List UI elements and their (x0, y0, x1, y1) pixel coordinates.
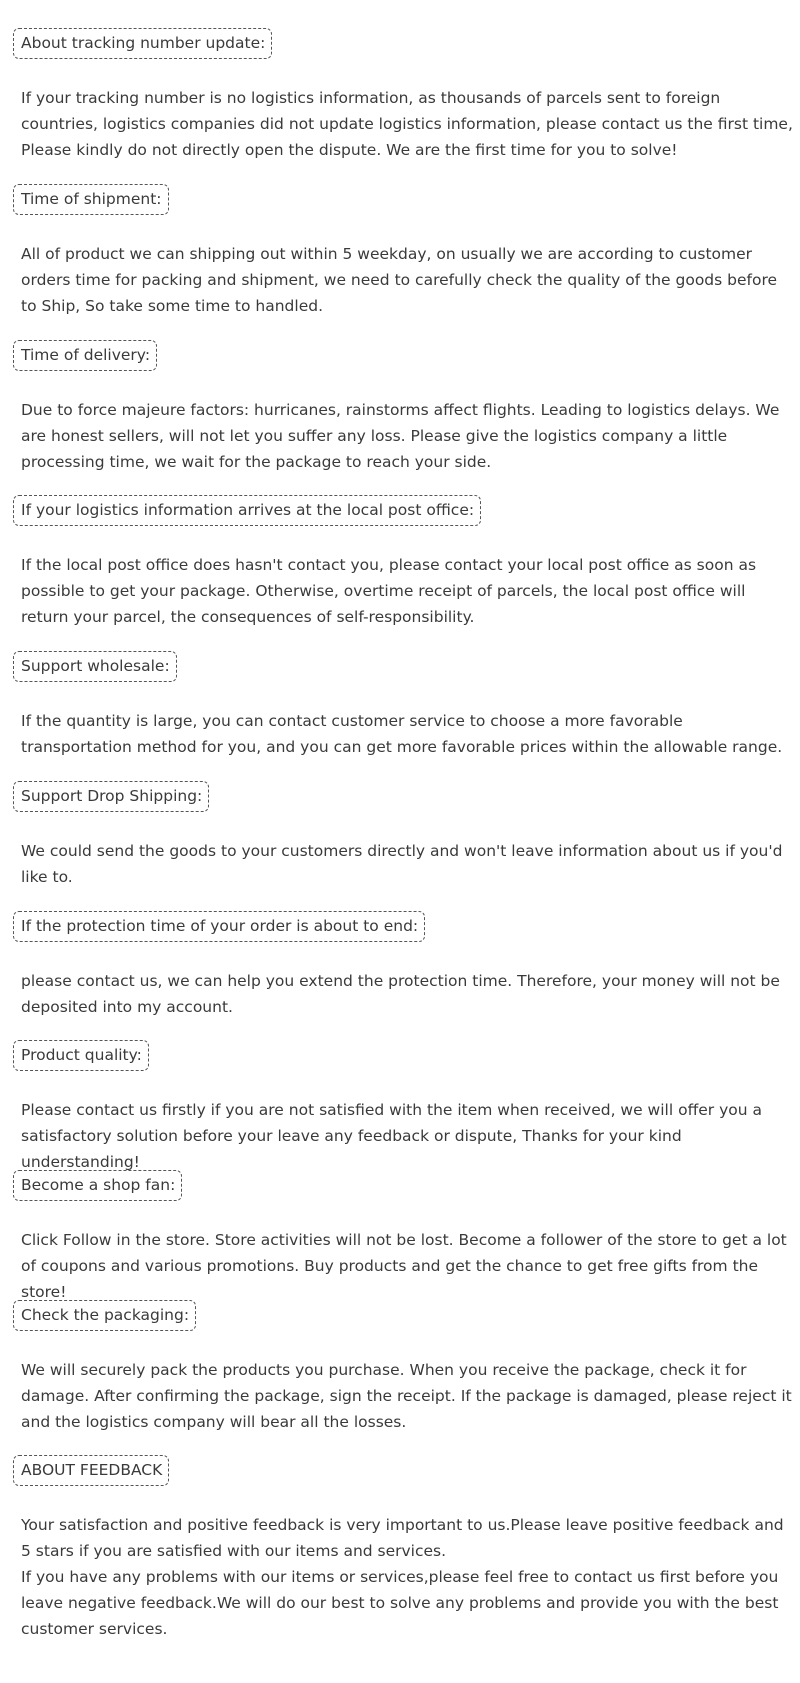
body-paragraph: If you have any problems with our items or services,please feel free to contact us first before you leave negative feedback.We will do our best to solve any problems and provide you with the best customer services. (21, 1568, 779, 1638)
section-heading: Time of shipment: (13, 184, 169, 215)
section-body (21, 708, 793, 760)
body-paragraph: We could send the goods to your customers directly and won't leave information about us if you'd like to. (21, 842, 783, 886)
section-heading: If the protection time of your order is about to end: (13, 911, 425, 942)
body-paragraph: If the local post office does hasn't contact you, please contact your local post office as soon as possible to get your package. Otherwise, overtime receipt of parcels, the local post office will return your parcel, the consequences of self-responsibility. (21, 556, 757, 626)
section-body (21, 552, 793, 630)
section-body (21, 1097, 793, 1175)
section-heading: Check the packaging: (13, 1300, 196, 1331)
section-body (21, 85, 793, 163)
section-heading: ABOUT FEEDBACK (13, 1455, 169, 1486)
section-heading: Support wholesale: (13, 651, 177, 682)
section-body (21, 838, 793, 890)
section-heading: Time of delivery: (13, 340, 157, 371)
section-heading: If your logistics information arrives at the local post office: (13, 495, 481, 526)
section-body (21, 397, 793, 475)
section-body (21, 241, 793, 319)
body-paragraph: Your satisfaction and positive feedback is very important to us.Please leave positive feedback and 5 stars if you are satisfied with our items and services. (21, 1516, 784, 1560)
body-paragraph: All of product we can shipping out within 5 weekday, on usually we are according to customer orders time for packing and shipment, we need to carefully check the quality of the goods before to Ship, So take some time to handled. (21, 245, 778, 315)
section-body (21, 1357, 793, 1435)
body-paragraph: Click Follow in the store. Store activities will not be lost. Become a follower of the store to get a lot of coupons and various promotions. Buy products and get the chance to get free gifts from the store! (21, 1231, 787, 1301)
section-heading: Support Drop Shipping: (13, 781, 209, 812)
section-body (21, 1512, 793, 1642)
section-body (21, 968, 793, 1020)
body-paragraph: Please contact us firstly if you are not satisfied with the item when received, we will offer you a satisfactory solution before your leave any feedback or dispute, Thanks for your kind understanding! (21, 1101, 762, 1171)
section-heading: Become a shop fan: (13, 1170, 182, 1201)
section-heading: About tracking number update: (13, 28, 272, 59)
body-paragraph: If the quantity is large, you can contact customer service to choose a more favorable transportation method for you, and you can get more favorable prices within the allowable range. (21, 712, 783, 756)
body-paragraph: please contact us, we can help you extend the protection time. Therefore, your money will not be deposited into my account. (21, 972, 780, 1016)
section-heading: Product quality: (13, 1040, 149, 1071)
body-paragraph: If your tracking number is no logistics information, as thousands of parcels sent to foreign countries, logistics companies did not update logistics information, please contact us the first time, Please kindly do not directly open the dispute. We are the first time for you to solve! (21, 89, 793, 159)
body-paragraph: Due to force majeure factors: hurricanes, rainstorms affect flights. Leading to logistics delays. We are honest sellers, will not let you suffer any loss. Please give the logistics company a little processing time, we wait for the package to reach your side. (21, 401, 780, 471)
body-paragraph: We will securely pack the products you purchase. When you receive the package, check it for damage. After confirming the package, sign the receipt. If the package is damaged, please reject it and the logistics company will bear all the losses. (21, 1361, 792, 1431)
section-body (21, 1227, 793, 1305)
